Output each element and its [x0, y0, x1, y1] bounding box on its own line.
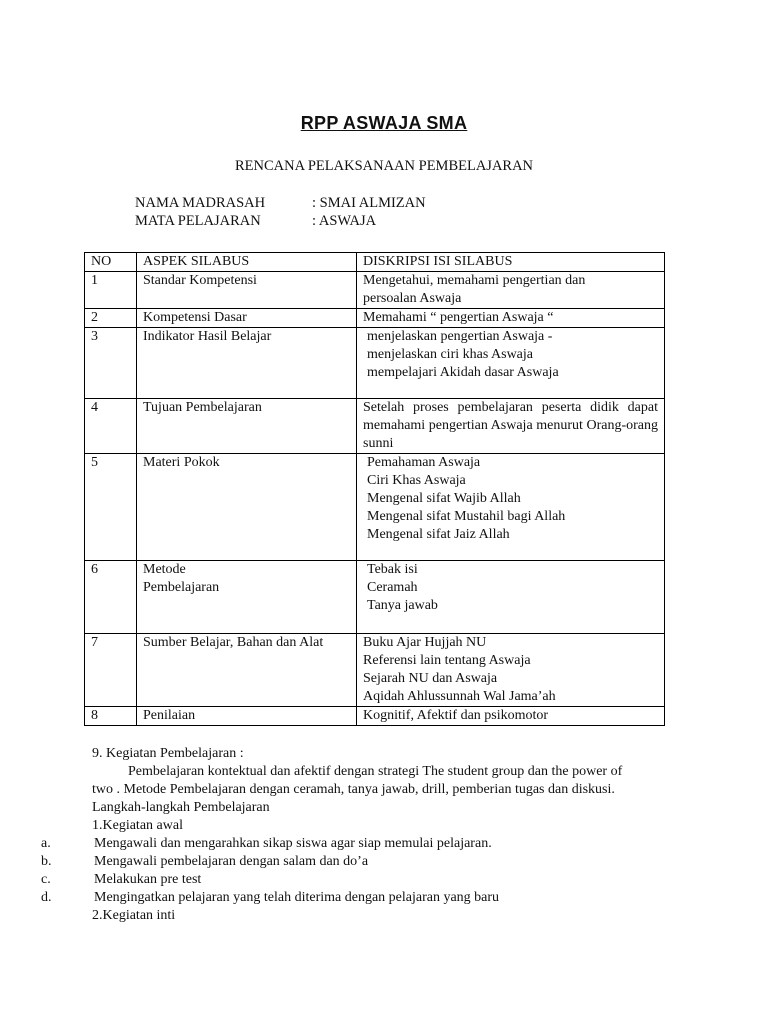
- table-row: [85, 272, 665, 309]
- row-aspek: Indikator Hasil Belajar: [137, 328, 357, 399]
- desc-line: menjelaskan ciri khas Aswaja: [367, 347, 534, 362]
- list-text: Mengawali pembelajaran dengan salam dan do’a: [94, 854, 369, 869]
- desc-line: Tanya jawab: [367, 598, 438, 613]
- list-marker: d.: [41, 890, 52, 905]
- desc-line: Referensi lain tentang Aswaja: [363, 653, 531, 668]
- silabus-table: [84, 252, 665, 726]
- list-marker: c.: [41, 872, 51, 887]
- table-row: [85, 309, 665, 328]
- meta-row-mapel: [135, 213, 376, 230]
- list-text: Mengawali dan mengarahkan sikap siswa agar siap memulai pelajaran.: [94, 836, 492, 851]
- meta-label: MATA PELAJARAN: [135, 213, 261, 229]
- row-desc: Kognitif, Afektif dan psikomotor: [357, 707, 665, 726]
- desc-line: Ceramah: [367, 580, 418, 595]
- row-no: 7: [85, 634, 137, 707]
- list-text: Mengingatkan pelajaran yang telah diterima dengan pelajaran yang baru: [94, 890, 500, 905]
- meta-row-madrasah: [135, 195, 426, 212]
- row-desc: [357, 328, 665, 399]
- row-no: 5: [85, 454, 137, 561]
- row-aspek: Materi Pokok: [137, 454, 357, 561]
- kegiatan-inti-heading: 2.Kegiatan inti: [92, 908, 176, 923]
- row-aspek: Tujuan Pembelajaran: [137, 399, 357, 454]
- row-no: 8: [85, 707, 137, 726]
- langkah-heading: Langkah-langkah Pembelajaran: [92, 800, 270, 815]
- desc-line: menjelaskan pengertian Aswaja -: [367, 329, 553, 344]
- row-no: 6: [85, 561, 137, 634]
- document-title: RPP ASWAJA SMA: [300, 113, 468, 133]
- row-aspek: Kompetensi Dasar: [137, 309, 357, 328]
- header-aspek: ASPEK SILABUS: [137, 253, 357, 272]
- row-aspek: [137, 561, 357, 634]
- header-deskripsi: DISKRIPSI ISI SILABUS: [357, 253, 665, 272]
- aspek-line: Pembelajaran: [143, 580, 220, 595]
- paragraph-line: two . Metode Pembelajaran dengan ceramah, tanya jawab, drill, pemberian tugas dan diskusi.: [92, 782, 615, 797]
- paragraph-line: Pembelajaran kontektual dan afektif dengan strategi The student group dan the power of: [128, 764, 623, 779]
- table-row: [85, 561, 665, 634]
- row-aspek: Standar Kompetensi: [137, 272, 357, 309]
- desc-line: Mengetahui, memahami pengertian dan: [363, 273, 586, 288]
- row-desc: Memahami “ pengertian Aswaja “: [357, 309, 665, 328]
- meta-value: : ASWAJA: [312, 213, 377, 229]
- desc-line: Tebak isi: [367, 562, 418, 577]
- list-text: Melakukan pre test: [94, 872, 202, 887]
- meta-label: NAMA MADRASAH: [135, 195, 266, 211]
- kegiatan-awal-heading: 1.Kegiatan awal: [92, 818, 183, 833]
- row-no: 4: [85, 399, 137, 454]
- row-no: 2: [85, 309, 137, 328]
- document-subtitle: RENCANA PELAKSANAAN PEMBELAJARAN: [234, 158, 534, 174]
- desc-line: Buku Ajar Hujjah NU: [363, 635, 487, 650]
- list-marker: b.: [41, 854, 52, 869]
- row-no: 3: [85, 328, 137, 399]
- row-no: 1: [85, 272, 137, 309]
- header-no: NO: [85, 253, 137, 272]
- desc-line: Mengenal sifat Wajib Allah: [367, 491, 521, 506]
- row-desc: [357, 272, 665, 309]
- row-aspek: Sumber Belajar, Bahan dan Alat: [137, 634, 357, 707]
- row-desc: [357, 561, 665, 634]
- desc-line: Aqidah Ahlussunnah Wal Jama’ah: [363, 689, 556, 704]
- table-row: [85, 634, 665, 707]
- row-desc: [357, 454, 665, 561]
- desc-line: persoalan Aswaja: [363, 291, 462, 306]
- list-marker: a.: [41, 836, 51, 851]
- desc-line: Mengenal sifat Jaiz Allah: [367, 527, 510, 542]
- row-desc: Setelah proses pembelajaran peserta didik dapat memahami pengertian Aswaja menurut Orang-orang sunni: [357, 399, 665, 454]
- desc-line: Ciri Khas Aswaja: [367, 473, 466, 488]
- aspek-line: Metode: [143, 562, 186, 577]
- desc-line: mempelajari Akidah dasar Aswaja: [367, 365, 559, 380]
- meta-value: : SMAI ALMIZAN: [312, 195, 426, 211]
- desc-line: Pemahaman Aswaja: [367, 455, 481, 470]
- table-row: [85, 707, 665, 726]
- row-aspek: Penilaian: [137, 707, 357, 726]
- row-desc: [357, 634, 665, 707]
- table-header-row: [85, 253, 665, 272]
- table-row: [85, 454, 665, 561]
- kegiatan-heading: 9. Kegiatan Pembelajaran :: [92, 746, 244, 761]
- desc-line: Mengenal sifat Mustahil bagi Allah: [367, 509, 566, 524]
- table-row: [85, 399, 665, 454]
- table-row: [85, 328, 665, 399]
- desc-line: Sejarah NU dan Aswaja: [363, 671, 498, 686]
